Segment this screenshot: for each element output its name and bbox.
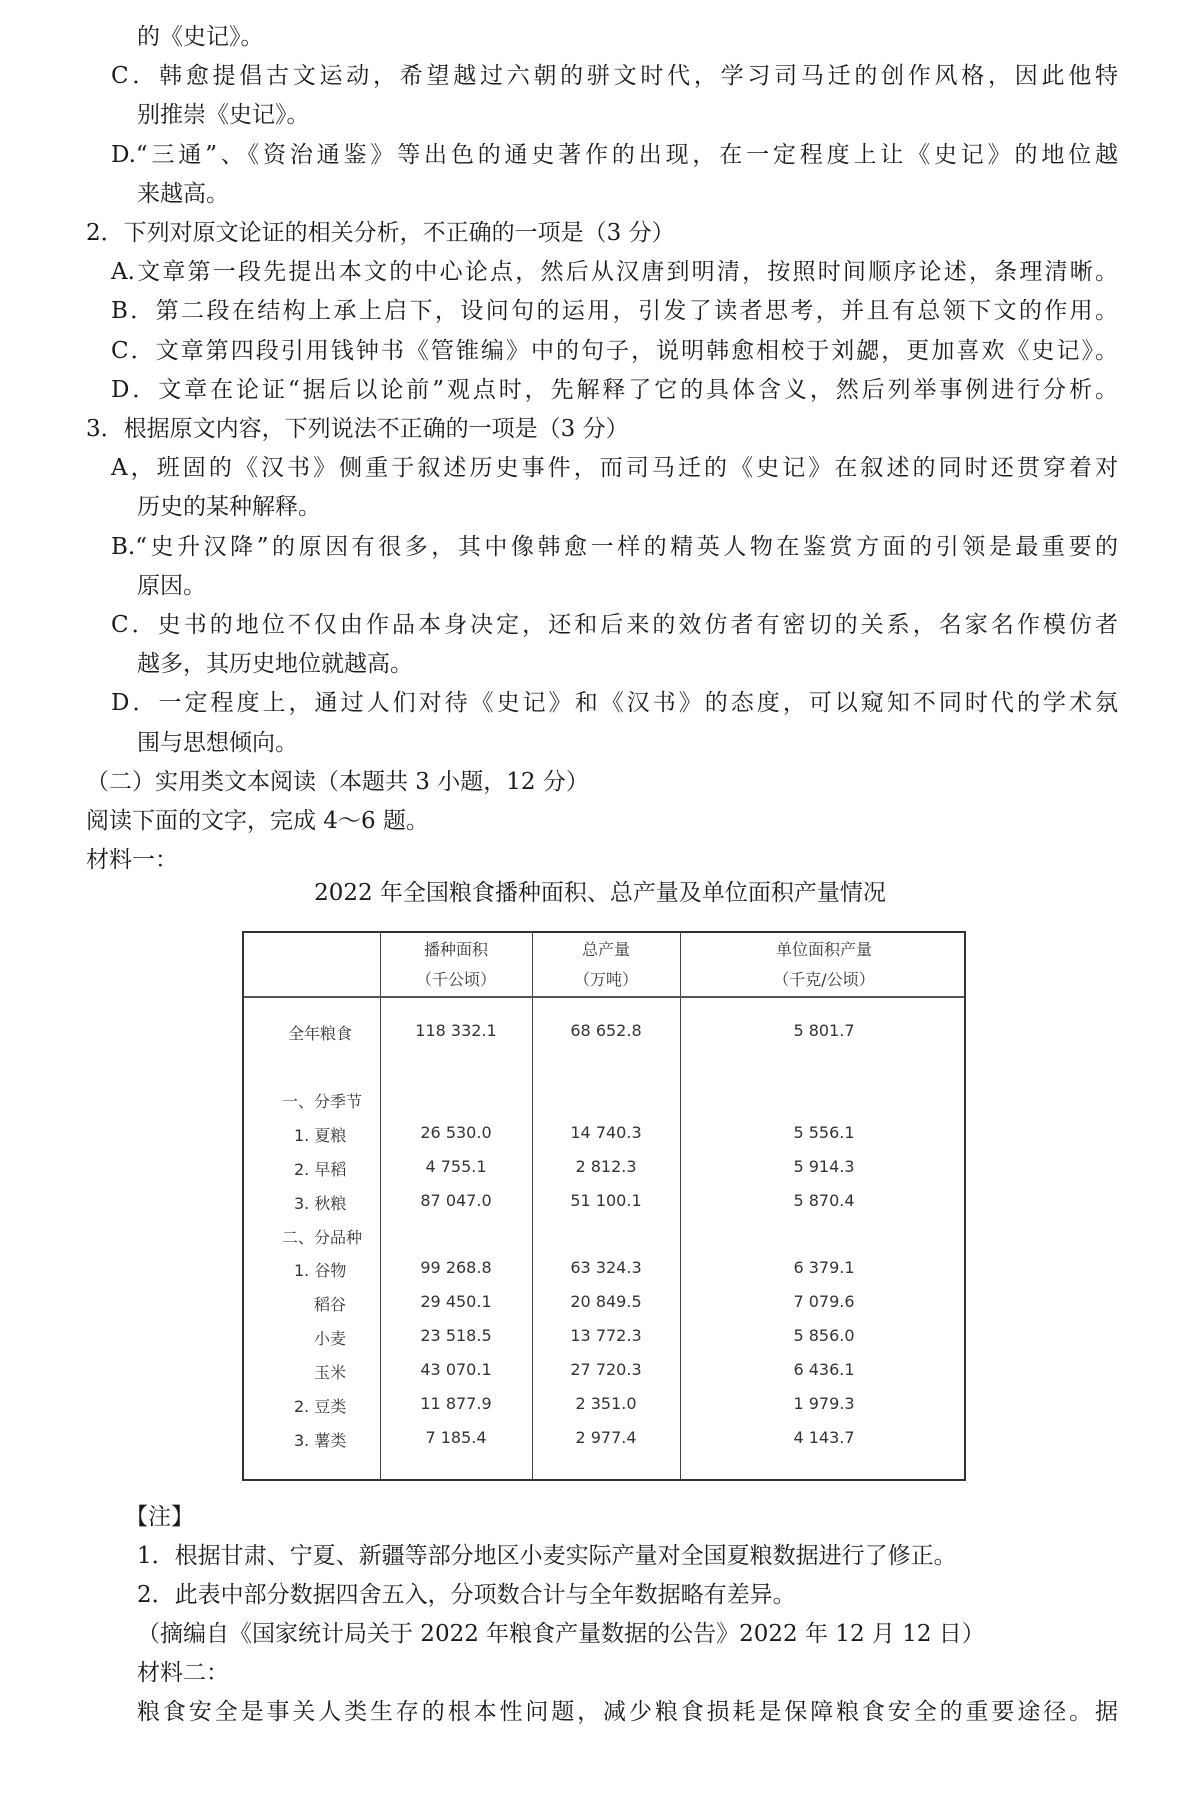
row-label: 3. 秋粮 [294, 1194, 347, 1213]
text-line: 原因。 [137, 572, 206, 599]
column-unit: （万吨） [573, 970, 638, 989]
table-cell: 5 801.7 [793, 1021, 855, 1040]
table-cell: 2 812.3 [575, 1157, 637, 1176]
text-line: 阅读下面的文字，完成 4～6 题。 [86, 808, 429, 834]
table-cell: 23 518.5 [420, 1326, 492, 1345]
table-cell: 5 556.1 [793, 1123, 855, 1142]
table-cell: 63 324.3 [570, 1258, 642, 1277]
table-cell: 43 070.1 [420, 1360, 492, 1379]
text-line: D．一定程度上，通过人们对待《史记》和《汉书》的态度，可以窥知不同时代的学术氛 [111, 690, 1118, 717]
column-unit: （千克/公顷） [773, 970, 875, 989]
text-line: C．文章第四段引用钱钟书《管锥编》中的句子，说明韩愈相校于刘勰，更加喜欢《史记》。 [111, 337, 1118, 364]
table-cell: 14 740.3 [570, 1123, 642, 1142]
table-cell: 5 914.3 [793, 1157, 855, 1176]
table-cell: 27 720.3 [570, 1360, 642, 1379]
table-cell: 2 977.4 [575, 1428, 637, 1447]
row-label: 3. 薯类 [294, 1431, 347, 1450]
grain-data-table [242, 931, 966, 1481]
row-label: 2. 豆类 [294, 1397, 347, 1416]
text-line: B.“史升汉降”的原因有很多，其中像韩愈一样的精英人物在鉴赏方面的引领是最重要的 [111, 533, 1118, 560]
row-label: 玉米 [314, 1363, 347, 1382]
table-cell: 118 332.1 [415, 1021, 497, 1040]
note-line: 粮食安全是事关人类生存的根本性问题，减少粮食损耗是保障粮食安全的重要途径。据 [137, 1699, 1118, 1725]
table-cell: 13 772.3 [570, 1326, 642, 1345]
text-line: 来越高。 [137, 180, 229, 207]
column-unit: （千公顷） [415, 970, 496, 989]
table-cell: 1 979.3 [793, 1394, 855, 1413]
note-line: 材料二： [137, 1660, 229, 1686]
column-header: 单位面积产量 [775, 940, 872, 959]
table-cell: 6 379.1 [793, 1258, 855, 1277]
note-line: 1．根据甘肃、宁夏、新疆等部分地区小麦实际产量对全国夏粮数据进行了修正。 [137, 1543, 957, 1569]
table-cell: 7 185.4 [425, 1428, 487, 1447]
table-cell: 99 268.8 [420, 1258, 492, 1277]
text-line: 3．根据原文内容，下列说法不正确的一项是（3 分） [86, 416, 629, 442]
table-cell: 87 047.0 [420, 1191, 492, 1210]
table-cell: 2 351.0 [575, 1394, 637, 1413]
table-cell: 26 530.0 [420, 1123, 492, 1142]
table-cell: 5 870.4 [793, 1191, 855, 1210]
text-line: 材料一： [86, 847, 178, 874]
table-cell: 6 436.1 [793, 1360, 855, 1379]
text-line: 别推崇《史记》。 [137, 102, 310, 129]
header-divider [244, 996, 964, 998]
table-title: 2022 年全国粮食播种面积、总产量及单位面积产量情况 [314, 880, 886, 906]
table-cell: 29 450.1 [420, 1292, 492, 1311]
table-cell: 68 652.8 [570, 1021, 642, 1040]
table-cell: 11 877.9 [420, 1394, 492, 1413]
note-line: 2．此表中部分数据四舍五入，分项数合计与全年数据略有差异。 [137, 1582, 796, 1608]
text-line: C．史书的地位不仅由作品本身决定，还和后来的效仿者有密切的关系，名家名作模仿者 [111, 612, 1118, 638]
column-header: 总产量 [581, 940, 630, 959]
text-line: C．韩愈提倡古文运动，希望越过六朝的骈文时代，学习司马迁的创作风格，因此他特 [111, 63, 1118, 90]
text-line: 的《史记》。 [137, 24, 264, 50]
table-cell: 4 143.7 [793, 1428, 855, 1447]
table-cell: 5 856.0 [793, 1326, 855, 1345]
text-line: D.“三通”、《资治通鉴》等出色的通史著作的出现，在一定程度上让《史记》的地位越 [111, 141, 1118, 168]
text-line: A，班固的《汉书》侧重于叙述历史事件，而司马迁的《史记》在叙述的同时还贯穿着对 [111, 455, 1118, 482]
row-label: 全年粮食 [288, 1024, 353, 1043]
table-cell: 7 079.6 [793, 1292, 855, 1311]
row-label: 一、分季节 [282, 1092, 363, 1111]
table-cell: 20 849.5 [570, 1292, 642, 1311]
text-line: 围与思想倾向。 [137, 729, 298, 756]
text-line: A.文章第一段先提出本文的中心论点，然后从汉唐到明清，按照时间顺序论述，条理清晰。 [111, 259, 1118, 286]
row-label: 稻谷 [314, 1295, 347, 1314]
note-line: （摘编自《国家统计局关于 2022 年粮食产量数据的公告》2022 年 12 月 12 日） [137, 1621, 985, 1647]
table-cell: 4 755.1 [425, 1157, 487, 1176]
row-label: 1. 夏粮 [294, 1126, 347, 1145]
text-line: （二）实用类文本阅读（本题共 3 小题，12 分） [86, 768, 589, 795]
row-label: 2. 早稻 [294, 1160, 347, 1179]
row-label: 二、分品种 [282, 1228, 363, 1247]
text-line: B．第二段在结构上承上启下，设问句的运用，引发了读者思考，并且有总领下文的作用。 [111, 298, 1118, 325]
row-label: 小麦 [314, 1329, 347, 1348]
text-line: D．文章在论证“据后以论前”观点时，先解释了它的具体含义，然后列举事例进行分析。 [111, 376, 1118, 403]
text-line: 越多，其历史地位就越高。 [137, 651, 413, 678]
text-line: 2．下列对原文论证的相关分析，不正确的一项是（3 分） [86, 220, 675, 246]
text-line: 历史的某种解释。 [137, 494, 321, 521]
note-heading: 【注】 [125, 1504, 194, 1530]
column-header: 播种面积 [423, 940, 488, 959]
row-label: 1. 谷物 [294, 1261, 347, 1280]
table-cell: 51 100.1 [570, 1191, 642, 1210]
